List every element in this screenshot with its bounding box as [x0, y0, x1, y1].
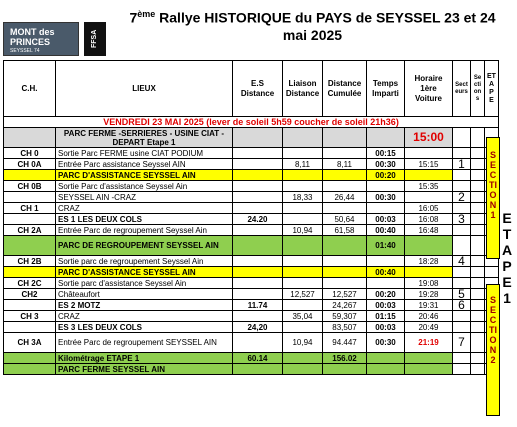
row-es-distance: [233, 289, 283, 300]
row-ch: [4, 170, 56, 181]
row-etape-cell: [485, 267, 499, 278]
row-temps: [367, 278, 405, 289]
row-section-cell: [471, 353, 485, 364]
row-temps: 00:03: [367, 322, 405, 333]
row-secteur: 5: [453, 289, 471, 300]
row-cumulee: 156.02: [323, 353, 367, 364]
row-section-cell: [471, 192, 485, 203]
row-section-cell: [471, 128, 485, 148]
row-cumulee: 59,307: [323, 311, 367, 322]
logo-line1: MONT des: [10, 27, 55, 37]
row-liaison: [283, 278, 323, 289]
row-liaison: [283, 353, 323, 364]
row-temps: [367, 181, 405, 192]
row-secteur: [453, 225, 471, 236]
header-secteurs: Secteurs: [453, 61, 471, 117]
row-temps: [367, 364, 405, 375]
row-cumulee: [323, 170, 367, 181]
row-temps: 01:40: [367, 236, 405, 256]
row-cumulee: [323, 267, 367, 278]
row-liaison: [283, 364, 323, 375]
row-cumulee: 94.447: [323, 333, 367, 353]
row-temps: [367, 128, 405, 148]
row-horaire: 16:48: [405, 225, 453, 236]
row-temps: [367, 353, 405, 364]
row-cumulee: 50,64: [323, 214, 367, 225]
row-ch: [4, 214, 56, 225]
row-es-distance: [233, 203, 283, 214]
row-es-distance: [233, 128, 283, 148]
row-secteur: 7: [453, 333, 471, 353]
row-cumulee: [323, 128, 367, 148]
row-ch: CH 3: [4, 311, 56, 322]
row-cumulee: [323, 256, 367, 267]
row-temps: 01:15: [367, 311, 405, 322]
row-section-cell: [471, 256, 485, 267]
row-ch: [4, 353, 56, 364]
row-horaire: 20:46: [405, 311, 453, 322]
row-ch: CH 2C: [4, 278, 56, 289]
row-liaison: 10,94: [283, 225, 323, 236]
row-cumulee: [323, 236, 367, 256]
row-ch: [4, 236, 56, 256]
row-section-cell: [471, 170, 485, 181]
row-section-cell: [471, 322, 485, 333]
row-es-distance: [233, 311, 283, 322]
table-row: [4, 181, 499, 192]
row-secteur: [453, 353, 471, 364]
row-lieux: PARC D'ASSISTANCE SEYSSEL AIN: [56, 267, 233, 278]
header-lieux: LIEUX: [56, 61, 233, 117]
table-row: [4, 289, 499, 300]
row-lieux: Châteaufort: [56, 289, 233, 300]
row-temps: 00:30: [367, 333, 405, 353]
row-liaison: 10,94: [283, 333, 323, 353]
row-es-distance: 24.20: [233, 214, 283, 225]
row-lieux: Entrée Parc de regroupement SEYSSEL AIN: [56, 333, 233, 353]
row-temps: 00:20: [367, 289, 405, 300]
row-secteur: 2: [453, 192, 471, 203]
row-lieux: PARC FERME SEYSSEL AIN: [56, 364, 233, 375]
row-temps: [367, 256, 405, 267]
table-row: [4, 333, 499, 353]
row-section-cell: [471, 333, 485, 353]
row-temps: 00:30: [367, 159, 405, 170]
row-horaire: 15:35: [405, 181, 453, 192]
timetable: [3, 60, 499, 375]
row-section-cell: [471, 289, 485, 300]
row-horaire: 15:15: [405, 159, 453, 170]
row-es-distance: [233, 236, 283, 256]
row-liaison: 18,33: [283, 192, 323, 203]
logo: [3, 22, 79, 56]
header-sections: Sections: [471, 61, 485, 117]
row-liaison: [283, 214, 323, 225]
table-row: [4, 236, 499, 256]
row-temps: 00:03: [367, 214, 405, 225]
row-liaison: [283, 170, 323, 181]
row-lieux: Sortie Parc FERME usine CIAT PODIUM: [56, 148, 233, 159]
row-liaison: [283, 236, 323, 256]
row-lieux: CRAZ: [56, 203, 233, 214]
table-row: [4, 322, 499, 333]
row-secteur: [453, 311, 471, 322]
table-row: [4, 148, 499, 159]
row-horaire: 19:28: [405, 289, 453, 300]
row-section-cell: [471, 236, 485, 256]
page-title: 7ème Rallye HISTORIQUE du PAYS de SEYSSEL 23 et 24 mai 2025: [129, 9, 496, 43]
row-secteur: [453, 170, 471, 181]
row-lieux: ES 3 LES DEUX COLS: [56, 322, 233, 333]
row-horaire: [405, 192, 453, 203]
row-es-distance: 60.14: [233, 353, 283, 364]
row-horaire: 21:19: [405, 333, 453, 353]
row-lieux: Entrée Parc de regroupement Seyssel Ain: [56, 225, 233, 236]
row-ch: CH2: [4, 289, 56, 300]
row-section-cell: [471, 159, 485, 170]
row-es-distance: [233, 148, 283, 159]
table-row: [4, 267, 499, 278]
row-ch: CH 2B: [4, 256, 56, 267]
row-lieux: Sortie parc d'assistance Seyssel Ain: [56, 278, 233, 289]
row-lieux: Entrée Parc assistance Seyssel AIN: [56, 159, 233, 170]
row-secteur: [453, 236, 471, 256]
row-lieux: SEYSSEL AIN -CRAZ: [56, 192, 233, 203]
table-row: [4, 170, 499, 181]
row-horaire: [405, 364, 453, 375]
table-row: [4, 353, 499, 364]
row-secteur: 6: [453, 300, 471, 311]
row-cumulee: [323, 364, 367, 375]
header-ch: C.H.: [4, 61, 56, 117]
header-horaire: Horaire 1ère Voiture: [405, 61, 453, 117]
row-horaire: 18:28: [405, 256, 453, 267]
table-row: [4, 364, 499, 375]
table-row: [4, 214, 499, 225]
header-cumulee: Distance Cumulée: [323, 61, 367, 117]
row-liaison: 35,04: [283, 311, 323, 322]
row-temps: 00:15: [367, 148, 405, 159]
row-secteur: [453, 181, 471, 192]
row-ch: [4, 364, 56, 375]
row-es-distance: 24,20: [233, 322, 283, 333]
row-liaison: 8,11: [283, 159, 323, 170]
row-secteur: [453, 203, 471, 214]
row-section-cell: [471, 311, 485, 322]
logo-line2: PRINCES: [10, 37, 51, 47]
row-cumulee: 61,58: [323, 225, 367, 236]
row-horaire: 15:00: [405, 128, 453, 148]
day-banner-row: [4, 117, 499, 128]
row-section-cell: [471, 214, 485, 225]
row-horaire: 20:49: [405, 322, 453, 333]
row-lieux: ES 1 LES DEUX COLS: [56, 214, 233, 225]
row-ch: [4, 322, 56, 333]
row-es-distance: 11.74: [233, 300, 283, 311]
row-horaire: [405, 353, 453, 364]
header-liaison: Liaison Distance: [283, 61, 323, 117]
table-row: [4, 278, 499, 289]
row-secteur: 3: [453, 214, 471, 225]
row-liaison: [283, 267, 323, 278]
row-ch: CH 1: [4, 203, 56, 214]
table-row: [4, 256, 499, 267]
row-secteur: [453, 278, 471, 289]
row-ch: CH 0: [4, 148, 56, 159]
row-secteur: 4: [453, 256, 471, 267]
row-ch: [4, 192, 56, 203]
row-section-cell: [471, 225, 485, 236]
row-temps: 00:20: [367, 170, 405, 181]
row-cumulee: 12,527: [323, 289, 367, 300]
row-temps: 00:03: [367, 300, 405, 311]
table-row: [4, 300, 499, 311]
row-horaire: [405, 236, 453, 256]
row-secteur: [453, 364, 471, 375]
row-section-cell: [471, 181, 485, 192]
table-row: [4, 311, 499, 322]
row-es-distance: [233, 170, 283, 181]
row-section-cell: [471, 364, 485, 375]
row-temps: [367, 203, 405, 214]
row-secteur: [453, 267, 471, 278]
row-cumulee: [323, 278, 367, 289]
row-lieux: Kilométrage ETAPE 1: [56, 353, 233, 364]
row-horaire: 19:08: [405, 278, 453, 289]
row-es-distance: [233, 333, 283, 353]
row-es-distance: [233, 181, 283, 192]
row-liaison: [283, 256, 323, 267]
row-cumulee: 26,44: [323, 192, 367, 203]
section1-bar: [486, 137, 500, 259]
row-temps: 00:30: [367, 192, 405, 203]
row-secteur: [453, 148, 471, 159]
row-lieux: CRAZ: [56, 311, 233, 322]
header-temps: Temps Imparti: [367, 61, 405, 117]
row-lieux: ES 2 MOTZ: [56, 300, 233, 311]
row-liaison: [283, 203, 323, 214]
section2-bar: [486, 284, 500, 416]
row-es-distance: [233, 267, 283, 278]
row-temps: 00:40: [367, 267, 405, 278]
row-ch: [4, 128, 56, 148]
row-liaison: [283, 322, 323, 333]
row-ch: CH 0B: [4, 181, 56, 192]
row-horaire: 16:08: [405, 214, 453, 225]
logo-line3: SEYSSEL 74: [10, 48, 40, 54]
row-es-distance: [233, 192, 283, 203]
row-liaison: [283, 300, 323, 311]
table-row: [4, 225, 499, 236]
header-es: E.S Distance: [233, 61, 283, 117]
row-ch: CH 3A: [4, 333, 56, 353]
row-horaire: [405, 148, 453, 159]
row-ch: CH 0A: [4, 159, 56, 170]
row-lieux: Sortie Parc d'assistance Seyssel Ain: [56, 181, 233, 192]
row-horaire: [405, 170, 453, 181]
row-es-distance: [233, 278, 283, 289]
row-cumulee: [323, 181, 367, 192]
table-row: [4, 192, 499, 203]
row-lieux: PARC FERME -SERRIERES - USINE CIAT - DEPART Etape 1: [56, 128, 233, 148]
row-es-distance: [233, 364, 283, 375]
row-cumulee: [323, 148, 367, 159]
section1-label: SECTION 1: [489, 150, 497, 220]
table-row: [4, 159, 499, 170]
row-lieux: PARC DE REGROUPEMENT SEYSSEL AIN: [56, 236, 233, 256]
row-cumulee: 24,267: [323, 300, 367, 311]
row-secteur: [453, 322, 471, 333]
row-section-cell: [471, 278, 485, 289]
row-es-distance: [233, 225, 283, 236]
row-liaison: [283, 148, 323, 159]
header-etape: ETAPE: [485, 61, 499, 117]
row-temps: 00:40: [367, 225, 405, 236]
ffsa-logo: FFSA: [84, 22, 106, 56]
day-banner: VENDREDI 23 MAI 2025 (lever de soleil 5h59 coucher de soleil 21h36): [4, 117, 499, 128]
row-section-cell: [471, 203, 485, 214]
table-row: [4, 128, 499, 148]
row-cumulee: 8,11: [323, 159, 367, 170]
row-ch: CH 2A: [4, 225, 56, 236]
row-section-cell: [471, 300, 485, 311]
row-section-cell: [471, 267, 485, 278]
row-horaire: [405, 267, 453, 278]
row-es-distance: [233, 256, 283, 267]
row-ch: [4, 267, 56, 278]
etape-label: ETAPE 1: [501, 210, 513, 306]
row-liaison: [283, 128, 323, 148]
row-horaire: 19:31: [405, 300, 453, 311]
row-ch: [4, 300, 56, 311]
row-lieux: Sortie parc de regroupement Seyssel Ain: [56, 256, 233, 267]
section2-label: SECTION 2: [489, 295, 497, 365]
row-liaison: 12,527: [283, 289, 323, 300]
row-liaison: [283, 181, 323, 192]
table-row: [4, 203, 499, 214]
row-lieux: PARC D'ASSISTANCE SEYSSEL AIN: [56, 170, 233, 181]
row-section-cell: [471, 148, 485, 159]
row-cumulee: [323, 203, 367, 214]
header-row: [4, 61, 499, 117]
row-horaire: 16:05: [405, 203, 453, 214]
row-es-distance: [233, 159, 283, 170]
row-cumulee: 83,507: [323, 322, 367, 333]
row-secteur: [453, 128, 471, 148]
row-secteur: 1: [453, 159, 471, 170]
